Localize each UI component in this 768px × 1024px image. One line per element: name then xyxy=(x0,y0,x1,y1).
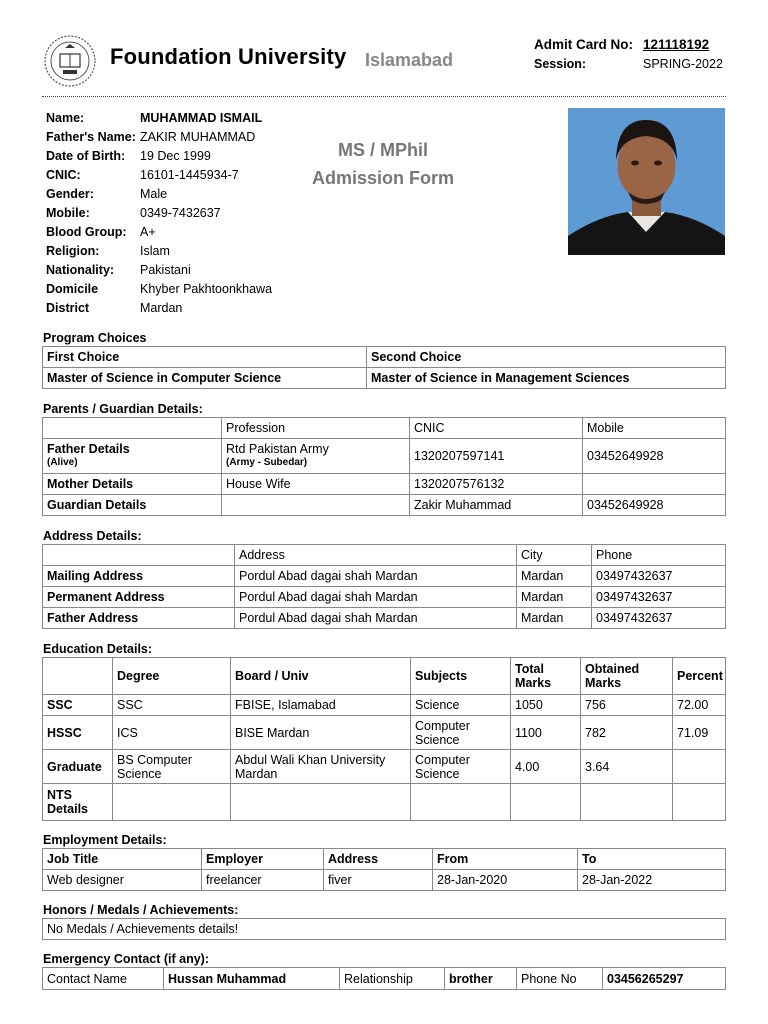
header-divider xyxy=(42,96,726,97)
father-status: (Alive) xyxy=(47,457,78,468)
info-value: ZAKIR MUHAMMAD xyxy=(140,130,256,144)
info-label: Gender: xyxy=(46,187,94,201)
edu-level: HSSC xyxy=(43,716,113,750)
table-header: Obtained Marks xyxy=(581,658,673,695)
address-type: Permanent Address xyxy=(43,587,235,608)
contact-name: Hussan Muhammad xyxy=(164,968,340,990)
admit-card-number: 121118192 xyxy=(643,37,710,52)
edu-board: BISE Mardan xyxy=(231,716,411,750)
guardian-mobile: 03452649928 xyxy=(583,495,726,516)
section-title-employment: Employment Details: xyxy=(43,833,167,847)
table-row xyxy=(43,495,726,516)
mother-profession: House Wife xyxy=(222,474,410,495)
edu-degree: BS Computer Science xyxy=(113,750,231,784)
phone-label: Phone No xyxy=(517,968,603,990)
edu-obtained: 756 xyxy=(581,695,673,716)
table-row xyxy=(43,968,726,990)
table-header: Phone xyxy=(592,545,726,566)
second-choice-label: Second Choice xyxy=(367,347,726,368)
address-city: Mardan xyxy=(517,566,592,587)
section-title-emergency: Emergency Contact (if any): xyxy=(43,952,210,966)
info-value: Khyber Pakhtoonkhawa xyxy=(140,282,273,296)
info-value: Mardan xyxy=(140,301,183,315)
address-value: Pordul Abad dagai shah Mardan xyxy=(235,608,517,629)
first-choice-value: Master of Science in Computer Science xyxy=(43,368,367,389)
info-label: Name: xyxy=(46,111,85,125)
second-choice-value: Master of Science in Management Sciences xyxy=(367,368,726,389)
form-title-line-2: Admission Form xyxy=(311,168,454,188)
edu-level: Graduate xyxy=(43,750,113,784)
table-row xyxy=(43,716,726,750)
university-city: Islamabad xyxy=(365,50,454,70)
info-label: District xyxy=(46,301,90,315)
section-title-program: Program Choices xyxy=(43,331,147,345)
edu-degree xyxy=(113,784,231,821)
table-header: To xyxy=(578,849,726,870)
table-header: Profession xyxy=(222,418,410,439)
table-header: Total Marks xyxy=(511,658,581,695)
edu-total: 4.00 xyxy=(511,750,581,784)
info-value: A+ xyxy=(140,225,156,239)
table-row xyxy=(43,608,726,629)
table-header: Employer xyxy=(202,849,324,870)
edu-level: NTS Details xyxy=(43,784,113,821)
guardian-cnic: Zakir Muhammad xyxy=(410,495,583,516)
edu-level: SSC xyxy=(43,695,113,716)
edu-subjects: Science xyxy=(411,695,511,716)
table-row xyxy=(43,750,726,784)
section-title-education: Education Details: xyxy=(43,642,153,656)
father-mobile: 03452649928 xyxy=(583,439,726,474)
address-value: Pordul Abad dagai shah Mardan xyxy=(235,566,517,587)
address-value: Pordul Abad dagai shah Mardan xyxy=(235,587,517,608)
info-value: Male xyxy=(140,187,168,201)
table-header: Job Title xyxy=(43,849,202,870)
address-city: Mardan xyxy=(517,608,592,629)
info-label: Mobile: xyxy=(46,206,90,220)
table-header: Degree xyxy=(113,658,231,695)
section-title-honors: Honors / Medals / Achievements: xyxy=(43,903,239,917)
table-header-row xyxy=(43,545,726,566)
edu-degree: SSC xyxy=(113,695,231,716)
edu-board xyxy=(231,784,411,821)
relationship-label: Relationship xyxy=(340,968,445,990)
table-header-row xyxy=(43,418,726,439)
form-title xyxy=(290,136,476,192)
parents-table xyxy=(42,417,726,516)
university-logo-icon xyxy=(43,34,97,88)
info-value: MUHAMMAD ISMAIL xyxy=(140,111,263,125)
admit-card-label: Admit Card No: xyxy=(534,37,633,52)
university-name: Foundation University xyxy=(110,44,347,69)
info-label: Date of Birth: xyxy=(46,149,126,163)
employment-to: 28-Jan-2022 xyxy=(578,870,726,891)
session-label: Session: xyxy=(534,57,587,71)
table-header: Address xyxy=(235,545,517,566)
guardian-details-label: Guardian Details xyxy=(43,495,222,516)
honors-table xyxy=(42,918,726,940)
table-row xyxy=(43,566,726,587)
section-title-parents: Parents / Guardian Details: xyxy=(43,402,203,416)
table-header-row xyxy=(43,849,726,870)
info-label: Father's Name: xyxy=(46,130,136,144)
edu-subjects xyxy=(411,784,511,821)
father-details-label: Father Details xyxy=(47,442,130,456)
table-header: City xyxy=(517,545,592,566)
info-value: 0349-7432637 xyxy=(140,206,221,220)
table-header: Subjects xyxy=(411,658,511,695)
edu-total xyxy=(511,784,581,821)
table-header: From xyxy=(433,849,578,870)
employer: freelancer xyxy=(202,870,324,891)
father-profession-sub: (Army - Subedar) xyxy=(226,457,308,468)
section-title-address: Address Details: xyxy=(43,529,142,543)
info-label: Blood Group: xyxy=(46,225,127,239)
edu-board: FBISE, Islamabad xyxy=(231,695,411,716)
address-phone: 03497432637 xyxy=(592,587,726,608)
table-header: Board / Univ xyxy=(231,658,411,695)
info-label: CNIC: xyxy=(46,168,81,182)
employment-table xyxy=(42,848,726,891)
address-phone: 03497432637 xyxy=(592,566,726,587)
edu-percent xyxy=(673,750,726,784)
table-header: Address xyxy=(324,849,433,870)
edu-percent xyxy=(673,784,726,821)
contact-phone: 03456265297 xyxy=(603,968,726,990)
table-row xyxy=(43,587,726,608)
education-table xyxy=(42,657,726,821)
emergency-table xyxy=(42,967,726,990)
edu-obtained xyxy=(581,784,673,821)
table-row xyxy=(43,919,726,940)
edu-percent: 72.00 xyxy=(673,695,726,716)
table-header: Mobile xyxy=(583,418,726,439)
employer-address: fiver xyxy=(324,870,433,891)
edu-board: Abdul Wali Khan University Mardan xyxy=(231,750,411,784)
info-value: 19 Dec 1999 xyxy=(140,149,211,163)
relationship: brother xyxy=(445,968,517,990)
program-choices-table xyxy=(42,346,726,389)
mother-details-label: Mother Details xyxy=(43,474,222,495)
edu-total: 1100 xyxy=(511,716,581,750)
table-row xyxy=(43,784,726,821)
contact-name-label: Contact Name xyxy=(43,968,164,990)
edu-subjects: Computer Science xyxy=(411,750,511,784)
address-city: Mardan xyxy=(517,587,592,608)
info-value: Islam xyxy=(140,244,170,258)
father-profession: Rtd Pakistan Army xyxy=(226,442,329,456)
edu-percent: 71.09 xyxy=(673,716,726,750)
address-phone: 03497432637 xyxy=(592,608,726,629)
table-header: CNIC xyxy=(410,418,583,439)
mother-mobile xyxy=(583,474,726,495)
edu-obtained: 782 xyxy=(581,716,673,750)
guardian-profession xyxy=(222,495,410,516)
table-header xyxy=(43,658,113,695)
edu-degree: ICS xyxy=(113,716,231,750)
info-label: Nationality: xyxy=(46,263,115,277)
table-header xyxy=(43,418,222,439)
table-header-row xyxy=(43,658,726,695)
info-value: 16101-1445934-7 xyxy=(140,168,239,182)
honors-text: No Medals / Achievements details! xyxy=(43,919,726,940)
applicant-photo xyxy=(568,108,725,255)
mother-cnic: 1320207576132 xyxy=(410,474,583,495)
form-title-line-1: MS / MPhil xyxy=(338,140,428,160)
edu-total: 1050 xyxy=(511,695,581,716)
first-choice-label: First Choice xyxy=(43,347,367,368)
table-row xyxy=(43,695,726,716)
address-type: Father Address xyxy=(43,608,235,629)
table-row xyxy=(43,870,726,891)
info-value: Pakistani xyxy=(140,263,191,277)
info-label: Domicile xyxy=(46,282,99,296)
job-title: Web designer xyxy=(43,870,202,891)
father-cnic: 1320207597141 xyxy=(410,439,583,474)
info-label: Religion: xyxy=(46,244,100,258)
table-header xyxy=(43,545,235,566)
employment-from: 28-Jan-2020 xyxy=(433,870,578,891)
session-value: SPRING-2022 xyxy=(643,57,723,71)
table-row xyxy=(43,474,726,495)
address-type: Mailing Address xyxy=(43,566,235,587)
address-table xyxy=(42,544,726,629)
table-header: Percent xyxy=(673,658,726,695)
table-row xyxy=(43,439,726,474)
edu-obtained: 3.64 xyxy=(581,750,673,784)
edu-subjects: Computer Science xyxy=(411,716,511,750)
